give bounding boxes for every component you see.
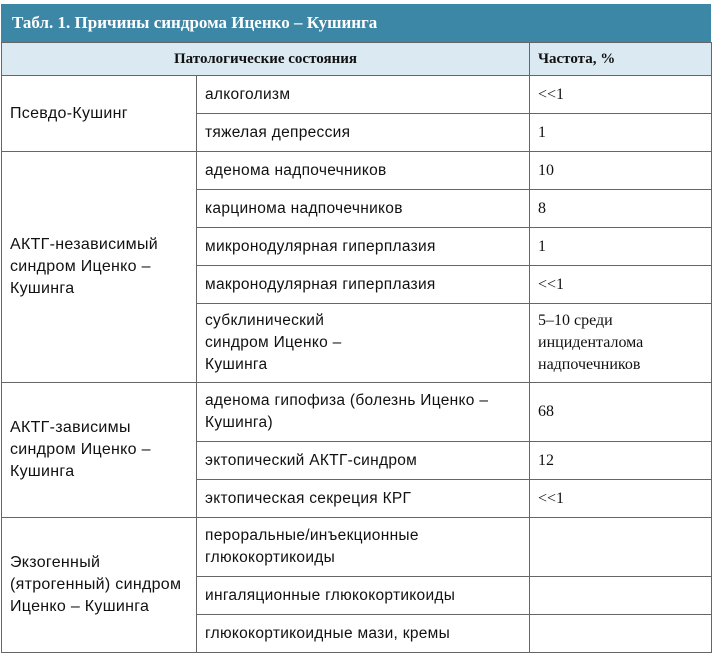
column-header-frequency: Частота, % [530,43,712,76]
condition-cell: эктопическая секреция КРГ [197,480,530,518]
condition-cell: макронодулярная гиперплазия [197,266,530,304]
condition-text: аденома гипофиза (болезнь Иценко – Кушинга) [205,392,489,431]
frequency-cell: <<1 [530,266,712,304]
condition-cell: аденома надпочечников [197,152,530,190]
condition-cell: тяжелая депрессия [197,114,530,152]
group-name-acth-independent: АКТГ-независимый синдром Иценко – Кушинга [2,152,197,383]
condition-cell: глюкокортикоидные мази, кремы [197,615,530,653]
group-name-text: Экзогенный (ятрогенный) синдром Иценко – Кушинга [10,554,182,615]
frequency-cell [530,577,712,615]
frequency-cell: 8 [530,190,712,228]
frequency-cell: 10 [530,152,712,190]
group-name-exogenous [2,518,197,653]
frequency-cell [530,615,712,653]
frequency-cell [530,518,712,577]
table-container [1,4,711,653]
table-row [2,76,712,114]
condition-text: субклинический синдром Иценко – Кушинга [205,312,342,373]
table-row [2,383,712,442]
group-name-text: АКТГ-зависимы синдром Иценко – Кушинга [10,419,151,480]
frequency-cell: 12 [530,442,712,480]
table-row [2,152,712,190]
frequency-cell: 1 [530,228,712,266]
condition-cell: карцинома надпочечников [197,190,530,228]
condition-cell [197,518,530,577]
condition-cell: ингаляционные глюкокортикоиды [197,577,530,615]
frequency-cell: 1 [530,114,712,152]
condition-cell: эктопический АКТГ-синдром [197,442,530,480]
frequency-cell: 68 [530,383,712,442]
condition-cell: алкоголизм [197,76,530,114]
group-name-pseudo-cushing: Псевдо-Кушинг [2,76,197,152]
condition-cell: микронодулярная гиперплазия [197,228,530,266]
table-title: Табл. 1. Причины синдрома Иценко – Кушинга [1,4,711,42]
condition-text: пероральные/инъекционные глюкокортикоиды [205,527,419,566]
frequency-cell: <<1 [530,76,712,114]
header-row [2,43,712,76]
column-header-condition: Патологические состояния [2,43,530,76]
frequency-cell [530,304,712,383]
frequency-cell: <<1 [530,480,712,518]
condition-cell [197,304,530,383]
condition-cell [197,383,530,442]
table-row [2,518,712,577]
frequency-text: 5–10 среди инциденталома надпочечников [538,312,644,373]
causes-table [1,42,712,653]
group-name-acth-dependent [2,383,197,518]
